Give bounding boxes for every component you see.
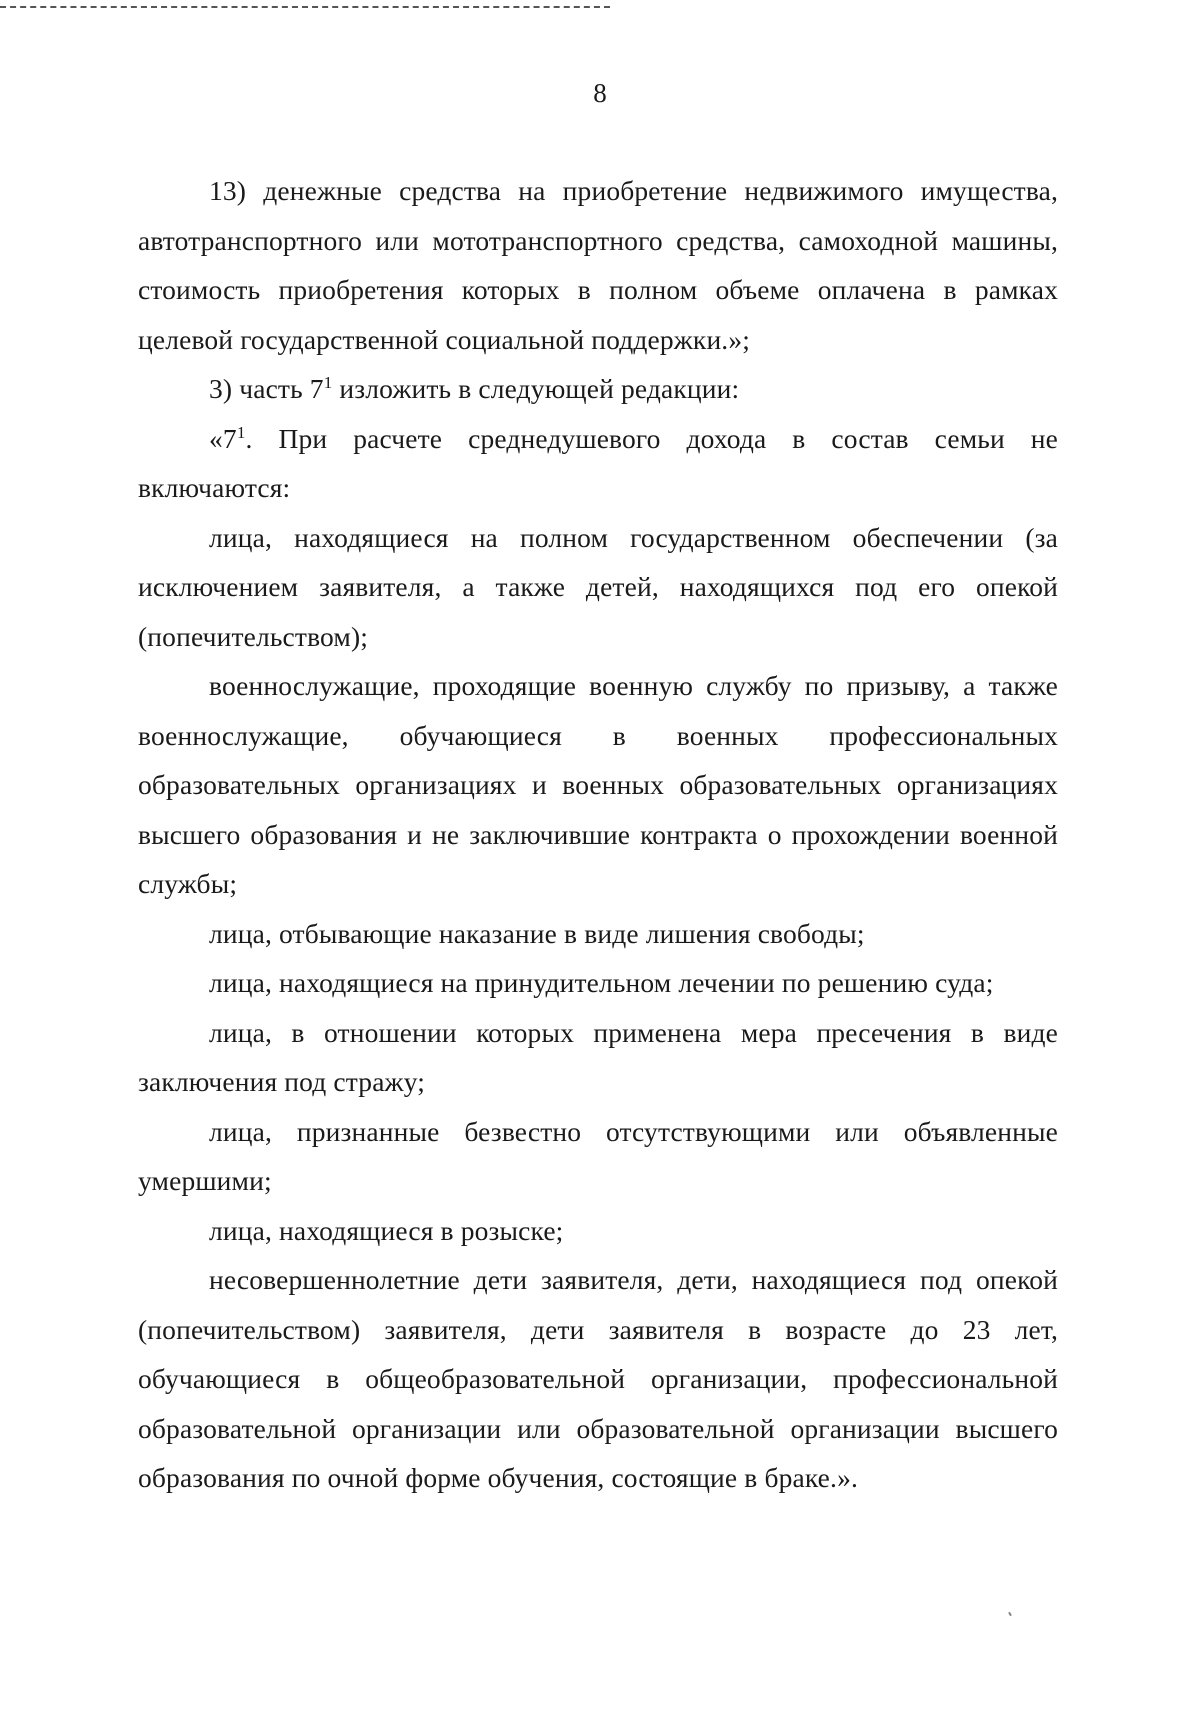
list-item-compulsory-treatment: лица, находящиеся на принудительном лечении по решению суда;	[209, 967, 994, 998]
page-number: 8	[593, 78, 607, 108]
list-item-imprisoned: лица, отбывающие наказание в виде лишения свободы;	[209, 917, 865, 949]
list-item-missing-or-dead: лица, признанные безвестно отсутствующими или объявленные умершими;	[138, 1115, 1058, 1196]
paragraph-item-3	[138, 364, 1058, 414]
paragraph-item-3-post: изложить в следующей редакции:	[332, 373, 740, 404]
paragraph-part-7-1-pre: «7	[209, 422, 237, 454]
superscript: 1	[323, 373, 333, 392]
paragraph-part-7-1	[138, 414, 1058, 513]
list-item-full-state-support: лица, находящиеся на полном государственном обеспечении (за исключением заявителя, а также детей, находящихся под его опекой (попечительством);	[138, 521, 1058, 652]
list-item-custody: лица, в отношении которых применена мера пресечения в виде заключения под стражу;	[138, 1016, 1058, 1097]
paragraph-item-13: 13) денежные средства на приобретение недвижимого имущества, автотранспортного или мототранспортного средства, самоходной машины, стоимость приобретения которых в полном объеме оплачена в рамках целевой государственной социальной поддержки.»;	[138, 175, 1058, 355]
scan-top-edge	[0, 6, 610, 8]
superscript: 1	[236, 422, 246, 442]
paragraph-item-3-pre: 3) часть 7	[209, 373, 324, 404]
list-item-married-children: несовершеннолетние дети заявителя, дети, находящиеся под опекой (попечительством) заявителя, дети заявителя в возрасте до 23 лет, обучающиеся в общеобразовательной организации, профессиональной образовательной организации или образовательной организации высшего образования по очной форме обучения, состоящие в браке.».	[138, 1264, 1058, 1493]
list-item-military-servicemen: военнослужащие, проходящие военную службу по призыву, а также военнослужащие, обучающиеся в военных профессиональных образовательных организациях и военных образовательных организациях высшего образования и не заключившие контракта о прохождении военной службы;	[138, 670, 1058, 899]
scan-artifact	[1008, 1612, 1012, 1616]
document-body	[138, 166, 1058, 1503]
paragraph-part-7-1-post: . При расчете среднедушевого дохода в состав семьи не включаются:	[138, 422, 1058, 503]
list-item-wanted: лица, находящиеся в розыске;	[209, 1214, 564, 1246]
